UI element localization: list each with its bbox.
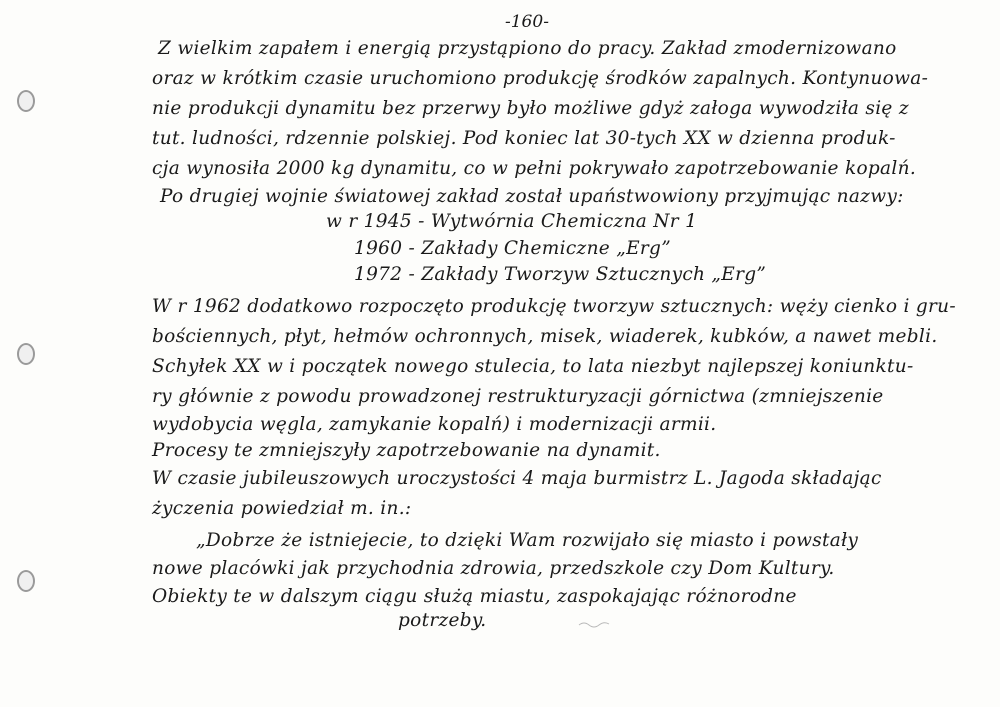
text-line: w r 1945 - Wytwórnia Chemiczna Nr 1 bbox=[326, 211, 698, 232]
text-line: ry głównie z powodu prowadzonej restrukturyzacji górnictwa (zmniejszenie bbox=[152, 386, 884, 407]
text-line: życzenia powiedział m. in.: bbox=[152, 498, 412, 519]
text-line: Procesy te zmniejszyły zapotrzebowanie na dynamit. bbox=[152, 440, 661, 461]
text-line: Z wielkim zapałem i energią przystąpiono do pracy. Zakład zmodernizowano bbox=[158, 38, 897, 59]
text-line: potrzeby. bbox=[398, 610, 487, 631]
text-line: 1972 - Zakłady Tworzyw Sztucznych „Erg” bbox=[354, 264, 767, 285]
binder-hole-bottom bbox=[17, 570, 35, 592]
text-line: 1960 - Zakłady Chemiczne „Erg” bbox=[354, 238, 671, 259]
pencil-mark bbox=[578, 620, 610, 628]
binder-hole-middle bbox=[17, 343, 35, 365]
text-line: tut. ludności, rdzennie polskiej. Pod koniec lat 30-tych XX w dzienna produk- bbox=[152, 128, 896, 149]
text-line: W r 1962 dodatkowo rozpoczęto produkcję tworzyw sztucznych: węży cienko i gru- bbox=[152, 296, 956, 317]
text-line: oraz w krótkim czasie uruchomiono produkcję środków zapalnych. Kontynuowa- bbox=[152, 68, 929, 89]
text-line: bościennych, płyt, hełmów ochronnych, misek, wiaderek, kubków, a nawet mebli. bbox=[152, 326, 938, 347]
text-line: nowe placówki jak przychodnia zdrowia, przedszkole czy Dom Kultury. bbox=[152, 558, 835, 579]
text-line: Po drugiej wojnie światowej zakład został upaństwowiony przyjmując nazwy: bbox=[160, 186, 904, 207]
text-line: nie produkcji dynamitu bez przerwy było możliwe gdyż załoga wywodziła się z bbox=[152, 98, 909, 119]
text-line: Schyłek XX w i początek nowego stulecia, to lata niezbyt najlepszej koniunktu- bbox=[152, 356, 914, 377]
text-line: W czasie jubileuszowych uroczystości 4 maja burmistrz L. Jagoda składając bbox=[152, 468, 882, 489]
text-line: Obiekty te w dalszym ciągu służą miastu, zaspokajając różnorodne bbox=[152, 586, 797, 607]
page-number: -160- bbox=[505, 12, 549, 32]
text-line: cja wynosiła 2000 kg dynamitu, co w pełni pokrywało zapotrzebowanie kopalń. bbox=[152, 158, 916, 179]
binder-hole-top bbox=[17, 90, 35, 112]
text-line: „Dobrze że istniejecie, to dzięki Wam rozwijało się miasto i powstały bbox=[196, 530, 859, 551]
text-line: wydobycia węgla, zamykanie kopalń) i modernizacji armii. bbox=[152, 414, 717, 435]
